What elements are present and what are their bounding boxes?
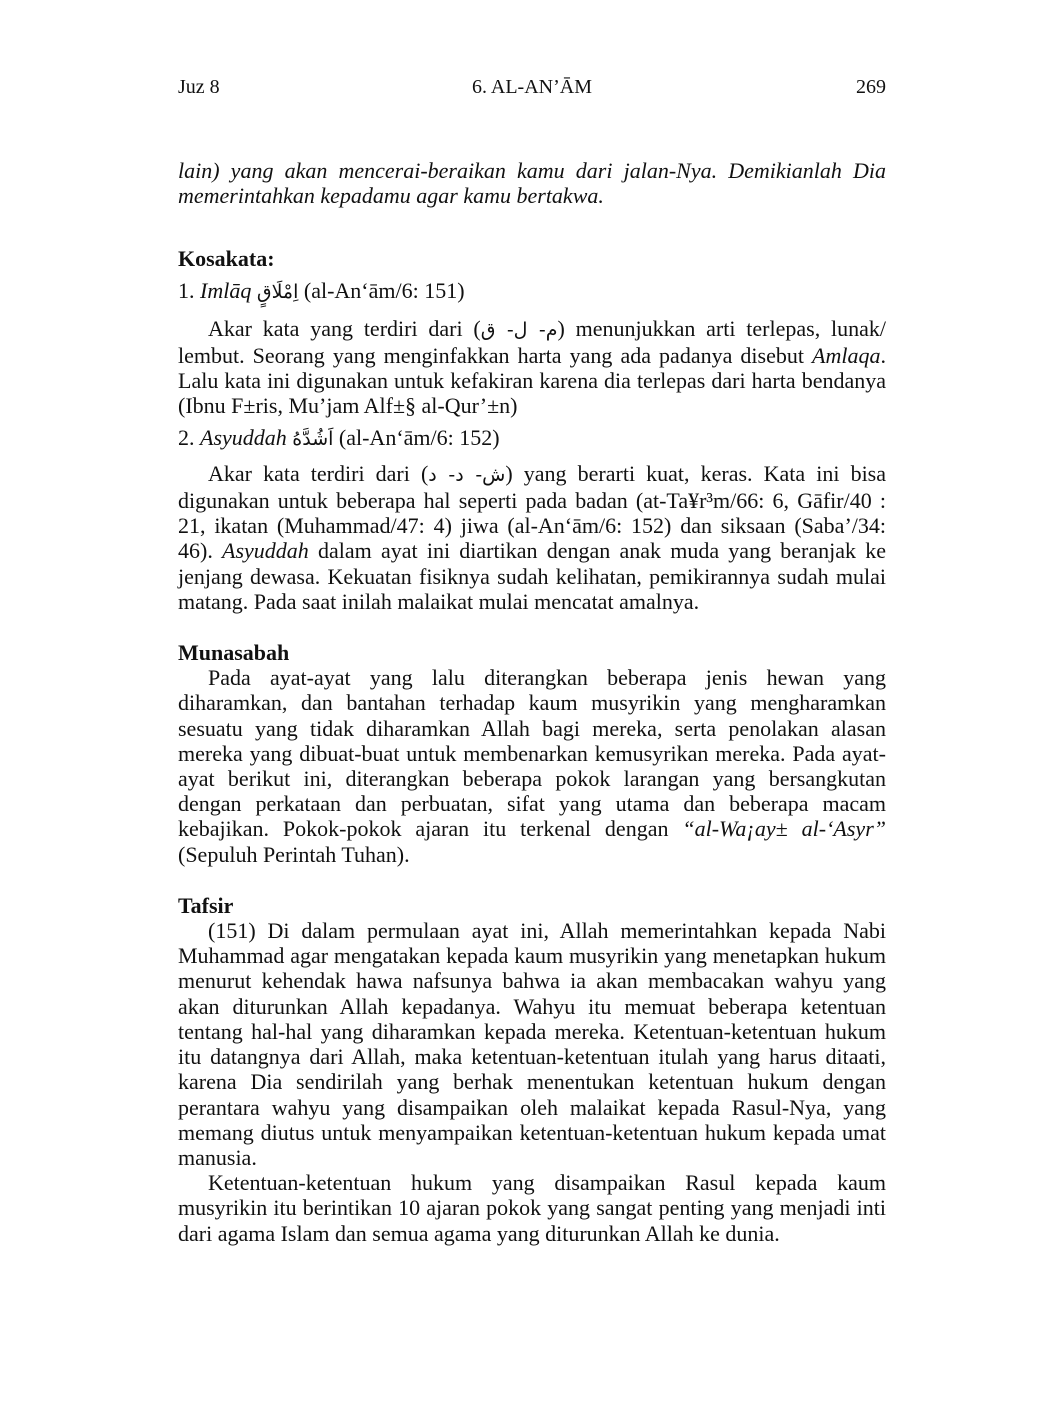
kosakata-item-2-title — [178, 425, 886, 452]
tafsir-heading: Tafsir — [178, 892, 234, 918]
page-body — [178, 158, 886, 1246]
running-header — [178, 76, 886, 102]
kosakata-item-1-title — [178, 278, 886, 305]
verse-reference: (al-An‘ām/6: 151) — [303, 277, 465, 303]
term-imlaq: Imlāq — [200, 277, 252, 303]
kosakata-item-1-paragraph: Akar kata yang terdiri dari (م- ل- ق) menunjukkan arti terlepas, lunak/ lembut. Seorang yang menginfakkan harta yang ada padanya disebut Amlaqa. Lalu kata ini digunakan untuk kefakiran karena dia terlepas dari harta bendanya (Ibnu F±ris, Mu’jam Alf±§ al-Qur’±n) — [178, 315, 887, 419]
kosakata-item-2-paragraph: Akar kata terdiri dari (ش- د- د) yang berarti kuat, keras. Kata ini bisa digunakan untuk beberapa hal seperti pada badan (at-Ta¥r³m/66: 6, Gāfir/40 : 21, ikatan (Muhammad/47: 4) jiwa (al-An‘ām/6: 152) dan siksaan (Saba’/34: 46). Asyuddah dalam ayat ini diartikan dengan anak muda yang beranjak ke jenjang dewasa. Kekuatan fisiknya sudah kelihatan, pemikirannya sudah mulai matang. Pada saat inilah malaikat mulai mencatat amalnya. — [178, 460, 887, 614]
juz-label: Juz 8 — [178, 76, 220, 98]
tafsir-paragraph-1: (151) Di dalam permulaan ayat ini, Allah memerintahkan kepada Nabi Muhammad agar mengatakan kepada kaum musyrikin yang menetapkan hukum menurut kehendak hawa nafsunya bahwa ia akan membacakan wahyu yang akan diturunkan Allah kepadanya. Wahyu itu memuat beberapa ketentuan tentang hal-hal yang diharamkan kepada mereka. Ketentuan-ketentuan hukum itu datangnya dari Allah, maka ketentuan-ketentuan itulah yang harus ditaati, karena Dia sendirilah yang berhak menentukan ketentuan hukum dengan perantara wahyu yang disampaikan oleh malaikat kepada Rasul-Nya, yang memang diutus untuk menyampaikan ketentuan-ketentuan hukum kepada umat manusia. — [178, 918, 886, 1170]
intro-paragraph: lain) yang akan mencerai-beraikan kamu dari jalan-Nya. Demikianlah Dia memerintahkan kepadamu agar kamu bertakwa. — [178, 158, 886, 209]
kosakata-heading: Kosakata: — [178, 246, 275, 272]
chapter-title: 6. AL-AN’ĀM — [472, 76, 592, 98]
page-number: 269 — [856, 76, 886, 98]
root-letters: ش- د- د — [428, 463, 506, 486]
al-wasaya-term: “al-Wa¡ay± al-‘Asyr” — [682, 816, 886, 842]
verse-reference: (al-An‘ām/6: 152) — [338, 424, 500, 450]
item-number: 1. — [178, 277, 195, 303]
tafsir-paragraph-2: Ketentuan-ketentuan hukum yang disampaikan Rasul kepada kaum musyrikin itu berintikan 10 ajaran pokok yang sangat penting yang menjadi inti dari agama Islam dan semua agama yang diturunkan Allah ke dunia. — [178, 1170, 886, 1246]
arabic-term: اِمْلَاقٍ — [256, 280, 299, 303]
arabic-term: اَشُدَّهُ — [292, 427, 334, 450]
item-number: 2. — [178, 424, 195, 450]
munasabah-heading: Munasabah — [178, 640, 290, 666]
root-letters: م- ل- ق — [480, 318, 558, 341]
term-asyuddah: Asyuddah — [200, 424, 287, 450]
munasabah-paragraph: Pada ayat-ayat yang lalu diterangkan beberapa jenis hewan yang diharamkan, dan bantahan terhadap kaum musyrikin yang mengharamkan sesuatu yang tidak diharamkan Allah bagi mereka, serta penolakan alasan mereka yang dibuat-buat untuk membenarkan kemusyrikan mereka. Pada ayat-ayat berikut ini, diterangkan beberapa pokok larangan yang bersangkutan dengan perkataan dan perbuatan, sifat yang utama dan beberapa macam kebajikan. Pokok-pokok ajaran itu terkenal dengan “al-Wa¡ay± al-‘Asyr” (Sepuluh Perintah Tuhan). — [178, 665, 886, 867]
